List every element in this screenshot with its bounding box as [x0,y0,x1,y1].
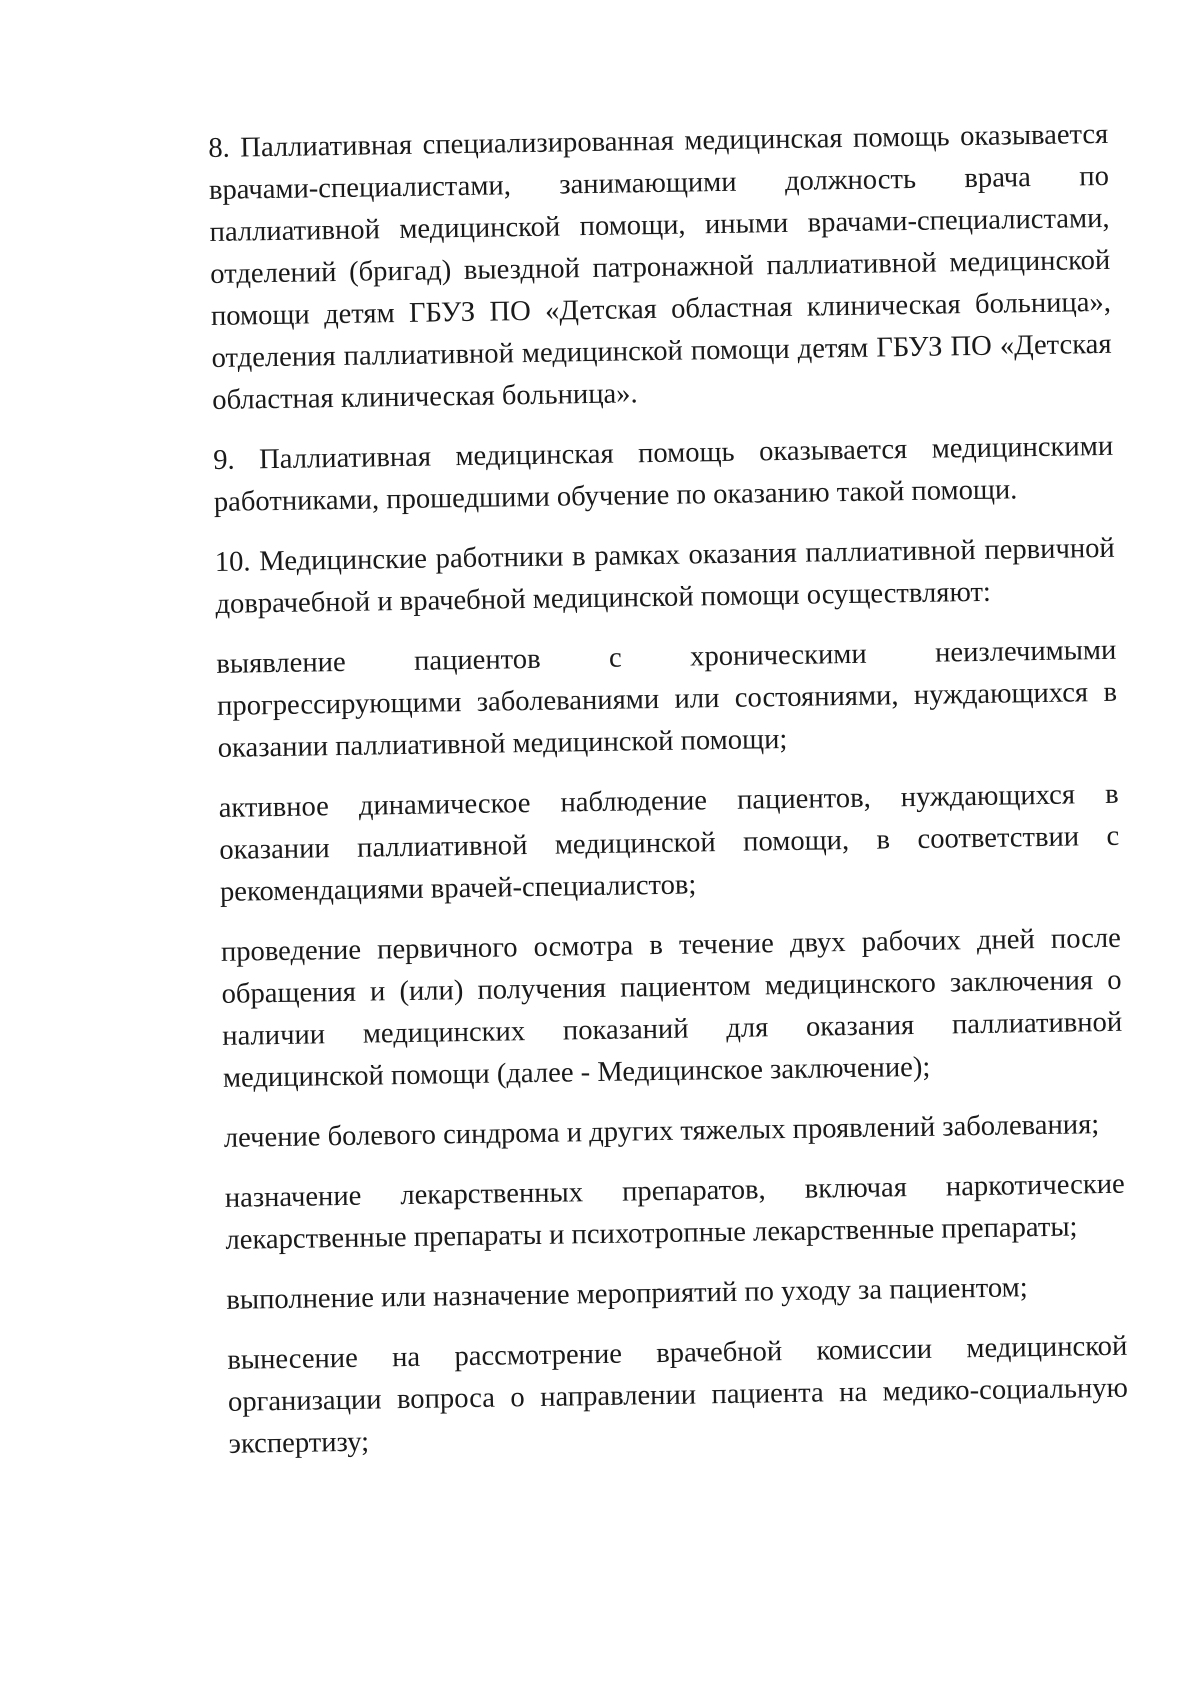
list-item-initial-exam: проведение первичного осмотра в течение двух рабочих дней после обращения и (или) получения пациентом медицинского заключения о наличии медицинских показаний для оказания паллиативной медицинской помощи (далее - Медицинское заключение); [220,922,1123,1094]
document-body [208,114,1129,1484]
list-item-commission: вынесение на рассмотрение врачебной комиссии медицинской организации вопроса о направлении пациента на медико-социальную экспертизу; [227,1330,1129,1460]
list-item-identification: выявление пациентов с хроническими неизлечимыми прогрессирующими заболеваниями или состояниями, нуждающихся в оказании паллиативной медицинской помощи; [216,634,1118,764]
paragraph-9: 9. Паллиативная медицинская помощь оказывается медицинскими работниками, прошедшими обучение по оказанию такой помощи. [212,430,1114,518]
list-item-observation: активное динамическое наблюдение пациентов, нуждающихся в оказании паллиативной медицинской помощи, в соответствии с рекомендациями врачей-специалистов; [218,778,1120,908]
paragraph-8: 8. Паллиативная специализированная медицинская помощь оказывается врачами-специалистами, занимающими должность врача по паллиативной медицинской помощи, иными врачами-специалистами, отделений (бригад) выездной патронажной паллиативной медицинской помощи детям ГБУЗ ПО «Детская областная клиническая больница», отделения паллиативной медицинской помощи детям ГБУЗ ПО «Детская областная клиническая больница». [208,118,1112,416]
list-item-prescription: назначение лекарственных препаратов, включая наркотические лекарственные препараты и психотропные лекарственные препараты; [224,1168,1125,1256]
list-item-care: выполнение или назначение мероприятий по уходу за пациентом; [226,1272,1028,1316]
list-item-pain-treatment: лечение болевого синдрома и других тяжелых проявлений заболевания; [223,1109,1100,1154]
paragraph-10: 10. Медицинские работники в рамках оказания паллиативной первичной доврачебной и врачебной медицинской помощи осуществляют: [214,532,1115,620]
